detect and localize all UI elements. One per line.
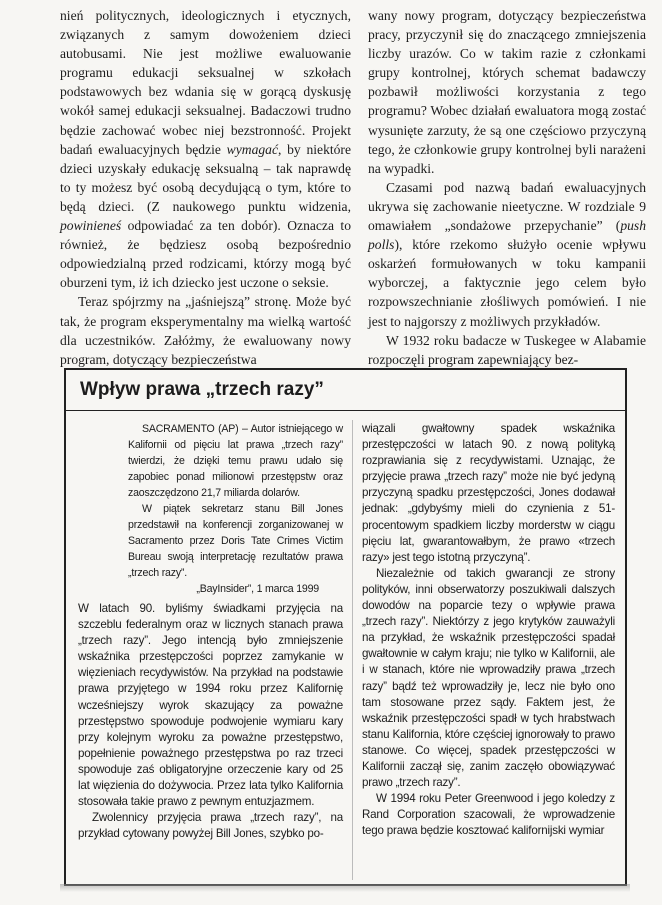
right-paragraph-1: wany nowy program, dotyczący bezpieczeństwa pracy, przyczynił się do znaczącego zmniejszenia liczby urazów. Co w takim razie z członkami grupy kontrolnej, których schemat badawczy pozbawił możliwości korzystania z tego programu? Wobec działań ewaluatora mogą zostać wysunięte zarzuty, że są one częściowo przyczyną tego, że członkowie grupy kontrolnej byli narażeni na wypadki. [368, 8, 646, 176]
sidebar-box [64, 368, 627, 886]
box-right-paragraph-3: W 1994 roku Peter Greenwood i jego koledzy z Rand Corporation szacowali, że wprowadzenie tego prawa będzie kosztować kalifornijski wymiar [362, 792, 615, 838]
left-paragraph-2: Teraz spójrzmy na „jaśniejszą” stronę. Może być tak, że program eksperymentalny ma wielką wartość dla uczestników. Załóżmy, że ewaluowany nowy program, dotyczący bezpieczeństwa [60, 294, 351, 367]
right-paragraph-2: Czasami pod nazwą badań ewaluacyjnych ukrywa się zachowanie nieetyczne. W rozdziale 9 omawiałem „sondażowe przepychanie” (push polls), które rzekomo służyło ocenie wpływu oskarżeń formułowanych w toku kampanii wyborczej, a faktycznie jego celem było rozpowszechnianie złośliwych pomówień. I nie jest to najgorszy z możliwych przykładów. [368, 179, 646, 329]
box-title: Wpływ prawa „trzech razy” [66, 370, 625, 411]
quote-source: „BayInsider”, 1 marca 1999 [196, 583, 319, 595]
right-paragraph-3: W 1932 roku badacze w Tuskegee w Alabamie rozpoczęli program zapewniający bez- [368, 332, 646, 367]
scan-shadow [60, 884, 630, 892]
right-text-column [368, 6, 646, 369]
box-right-paragraph-1: wiązali gwałtowny spadek wskaźnika przestępczości w latach 90. z nową polityką rozprawiania się z recydywistami. Uznając, że przyjęcie prawa „trzech razy” może nie być jedyną przyczyną spadku przestępczości, Jones dodawał jednak: „gdybyśmy mieli do czynienia z 51-procentowym spadkiem liczby morderstw w ciągu pięciu lat, gwarantowałbym, że prawo «trzech razy» jest tego istotną przyczyną”. [362, 422, 615, 564]
box-right-column [362, 421, 615, 839]
column-divider [352, 420, 353, 880]
box-right-paragraph-2: Niezależnie od takich gwarancji ze strony polityków, inni obserwatorzy poszukiwali dalszych dowodów na poparcie tezy o wpływie prawa „trzech razy”. Niektórzy z jego krytyków zauważyli na przykład, że wskaźnik przestępczości spadał gwałtownie w całym kraju; nie tylko w Kalifornii, ale i w stanach, które nie wprowadziły prawa „trzech razy” bądź też wprowadziły je, lecz nie było ono tam stosowane przez sądy. Faktem jest, że wskaźnik przestępczości spadł w tych hrabstwach stanu Kalifornia, które częściej ignorowały to prawo stanowe. Co więcej, spadek przestępczości w Kalifornii zaczął się, zanim zaczęło obowiązywać prawo „trzech razy”. [362, 566, 615, 790]
left-text-column [60, 6, 351, 369]
quote-paragraph-1: SACRAMENTO (AP) – Autor istniejącego w Kalifornii od pięciu lat prawa „trzech razy” twierdzi, że dzięki temu prawu udało się zapobiec ponad milionowi przestępstw oraz zaoszczędzono 21,7 miliarda dolarów. [128, 423, 343, 499]
left-paragraph-1: nień politycznych, ideologicznych i etycznych, związanych z samym dowożeniem dzieci autobusami. Nie jest możliwe ewaluowanie programu edukacji seksualnej w szkołach podstawowych bez wdania się w gorącą dyskusję wokół samej edukacji seksualnej. Badaczowi trudno będzie zachować wobec niej bezstronność. Projekt badań ewaluacyjnych będzie wymagać, by niektóre dzieci uzyskały edukację seksualną – tak naprawdę to ty możesz być osobą decydującą o tym, które to będą dzieci. (Z naukowego punktu widzenia, powinieneś odpowiadać za ten dobór). Oznacza to również, że będziesz osobą bezpośrednio odpowiedzialną przed rodzicami, którzy mogą być oburzeni tym, iż ich dziecko jest uczone o seksie. [60, 8, 351, 291]
box-left-paragraph-2: Zwolennicy przyjęcia prawa „trzech razy”, na przykład cytowany powyżej Bill Jones, szybko po- [78, 811, 343, 841]
quote-paragraph-2: W piątek sekretarz stanu Bill Jones przedstawił na konferencji zorganizowanej w Sacramento przez Doris Tate Crimes Victim Bureau swoją interpretację rezultatów prawa „trzech razy”. [128, 503, 343, 579]
box-left-paragraph-1: W latach 90. byliśmy świadkami przyjęcia na szczeblu federalnym oraz w licznych stanach prawa „trzech razy”. Jego intencją było zmniejszenie wskaźnika przestępczości poprzez zamykanie w więzieniach recydywistów. Na przykład na podstawie prawa przyjętego w 1994 roku przez Kalifornię wcześniejszy wyrok skazujący za poważne przestępstwo spowoduje podwojenie wymiaru kary przy kolejnym wyroku za poważne przestępstwo, popełnienie poważnego przestępstwa po raz trzeci spowoduje zaś obligatoryjne orzeczenie kary od 25 lat więzienia do dożywocia. Przez lata tylko Kalifornia stosowała takie prawo z pewnym entuzjazmem. [78, 602, 343, 809]
box-left-column [78, 421, 343, 842]
news-quote [78, 421, 343, 597]
